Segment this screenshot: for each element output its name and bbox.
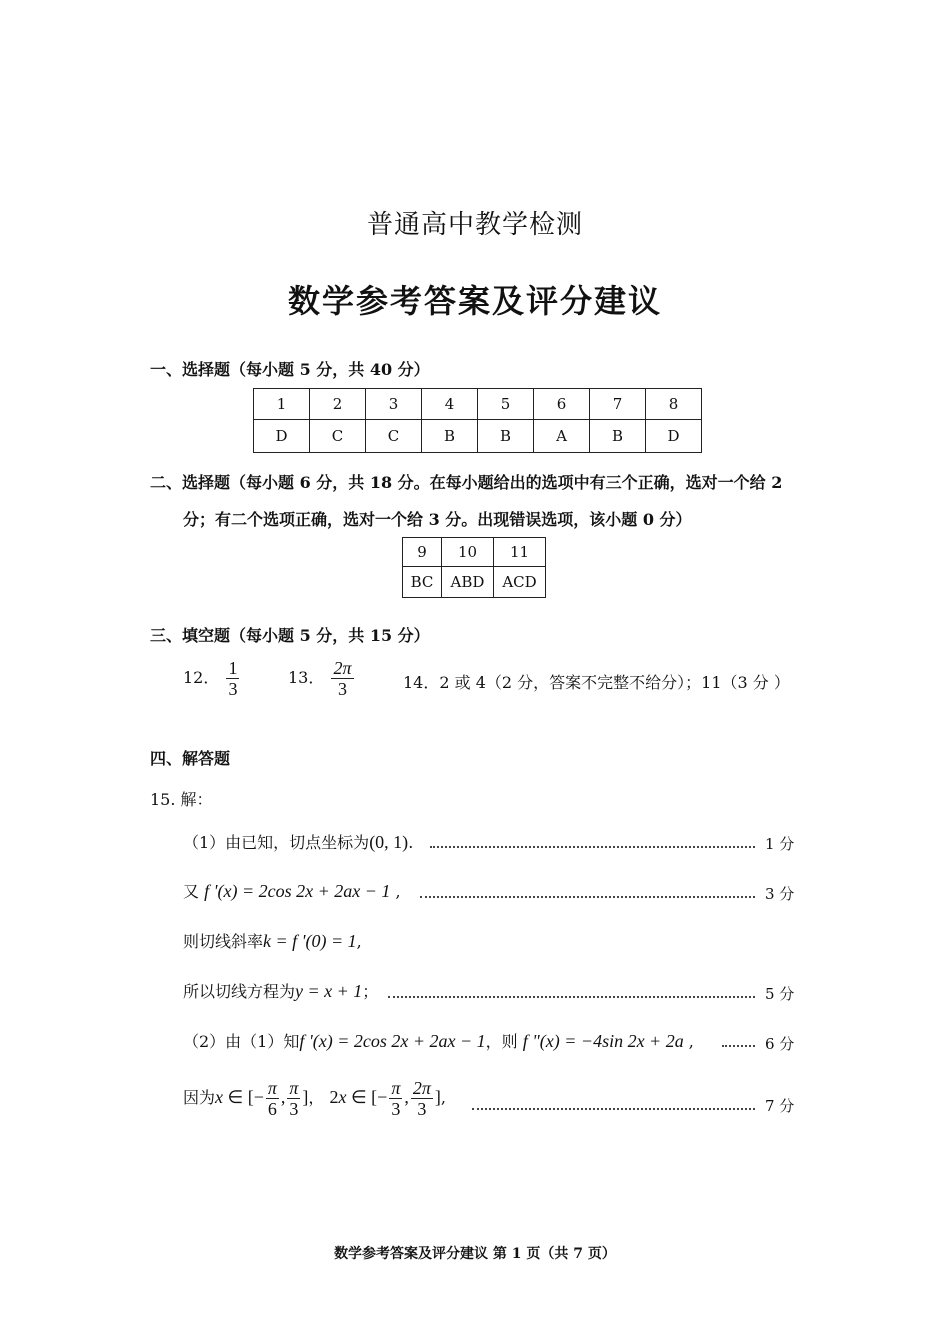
step-math: f "(x) = −4sin 2x + 2a — [522, 1031, 684, 1051]
section3-heading: 三、填空题（每小题 5 分，共 15 分） — [150, 626, 430, 645]
table-cell: ACD — [494, 567, 546, 598]
fraction-denominator: 3 — [228, 679, 238, 699]
table-cell: 8 — [646, 389, 702, 420]
fraction-numerator: 1 — [228, 658, 238, 678]
step-text: 因为 — [183, 1088, 216, 1107]
q13-fraction — [331, 658, 353, 699]
solution-step-3: 则切线斜率k = f '(0) = 1, — [183, 931, 362, 951]
table-row-answers — [254, 420, 702, 453]
fraction — [411, 1078, 433, 1119]
dot-leader — [420, 896, 755, 898]
q14-label: 14． — [403, 673, 440, 692]
step-text: （1）由已知，切点坐标为 — [183, 833, 370, 852]
dot-leader — [722, 1045, 755, 1047]
step-text: 又 — [183, 882, 200, 901]
table-cell: D — [646, 420, 702, 453]
table-cell: C — [310, 420, 366, 453]
section1-heading: 一、选择题（每小题 5 分，共 40 分） — [150, 360, 430, 379]
solution-step-2: 又 f '(x) = 2cos 2x + 2ax − 1 , — [183, 881, 401, 901]
fraction-numerator: 2π — [412, 1078, 431, 1098]
fraction-denominator: 3 — [417, 1099, 427, 1119]
solution-step-4: 所以切线方程为y = x + 1； — [183, 981, 379, 1001]
step-math: (0, 1) — [369, 832, 409, 852]
table-cell: ABD — [442, 567, 494, 598]
page-footer: 数学参考答案及评分建议 第 1 页（共 7 页） — [334, 1246, 616, 1262]
fraction-denominator: 6 — [267, 1099, 277, 1119]
step-math: x — [215, 1087, 224, 1107]
table-cell: 1 — [254, 389, 310, 420]
step-math: ] — [302, 1087, 309, 1107]
q12-label: 12． — [183, 668, 220, 687]
step-math: 2 — [329, 1087, 339, 1107]
step-math: ∈ [− — [223, 1087, 264, 1107]
fraction — [287, 1078, 300, 1119]
q14-text: 2 或 4（2 分，答案不完整不给分）；11（3 分 ） — [439, 673, 790, 692]
fraction-numerator: 2π — [333, 658, 352, 678]
q12-answer — [183, 658, 241, 699]
fraction-denominator: 3 — [289, 1099, 299, 1119]
section1-answer-table — [253, 388, 702, 453]
solution-step-6: 因为x ∈ [− $\frac{\pi}{6}$ , $\frac{\pi}{3}$ ]， 2x ∈ [− $\frac{\pi}{3}$ , $\frac{2\pi}{3}$ ], — [183, 1078, 446, 1119]
dot-leader — [472, 1108, 755, 1110]
step-score: 3 分 — [765, 885, 795, 903]
fraction-numerator: π — [267, 1078, 277, 1098]
q13-label: 13． — [288, 668, 325, 687]
step-math: x — [338, 1087, 347, 1107]
section2-heading-line2: 分；有二个选项正确，选对一个给 3 分。出现错误选项，该小题 0 分） — [183, 510, 692, 529]
table-cell: BC — [403, 567, 442, 598]
table-cell: A — [534, 420, 590, 453]
step-score: 1 分 — [765, 835, 795, 853]
fraction — [389, 1078, 402, 1119]
page-title: 数学参考答案及评分建议 — [287, 282, 662, 320]
step-math: , — [404, 1087, 409, 1107]
table-cell: 10 — [442, 538, 494, 567]
step-math: k = f '(0) = 1 — [263, 931, 357, 951]
section4-heading: 四、解答题 — [150, 749, 231, 768]
table-cell: 6 — [534, 389, 590, 420]
step-math: ] — [434, 1087, 441, 1107]
q14-answer — [403, 673, 790, 693]
table-cell: C — [366, 420, 422, 453]
step-text: ，则 — [485, 1032, 518, 1051]
table-cell: 4 — [422, 389, 478, 420]
table-cell: 9 — [403, 538, 442, 567]
dot-leader — [430, 846, 755, 848]
step-text: 所以切线方程为 — [183, 982, 296, 1001]
table-row-numbers — [254, 389, 702, 420]
table-cell: 3 — [366, 389, 422, 420]
fraction-numerator: π — [289, 1078, 299, 1098]
table-cell: 7 — [590, 389, 646, 420]
step-math: ∈ [− — [346, 1087, 388, 1107]
step-score: 7 分 — [765, 1097, 795, 1115]
step-math: f '(x) = 2cos 2x + 2ax − 1 — [204, 881, 391, 901]
step-text: 则切线斜率 — [183, 932, 264, 951]
exam-subtitle: 普通高中教学检测 — [366, 210, 583, 240]
step-score: 6 分 — [765, 1035, 795, 1053]
table-cell: D — [254, 420, 310, 453]
fraction-denominator: 3 — [337, 679, 347, 699]
solution-step-5: （2）由（1）知f '(x) = 2cos 2x + 2ax − 1，则 f "(x) = −4sin 2x + 2a , — [183, 1031, 694, 1051]
q12-fraction — [226, 658, 239, 699]
table-cell: B — [422, 420, 478, 453]
step-score: 5 分 — [765, 985, 795, 1003]
q13-answer — [288, 658, 356, 699]
table-cell: 11 — [494, 538, 546, 567]
table-row-answers — [403, 567, 546, 598]
step-math: f '(x) = 2cos 2x + 2ax − 1 — [299, 1031, 486, 1051]
section2-heading-line1: 二、选择题（每小题 6 分，共 18 分。在每小题给出的选项中有三个正确，选对一个给 2 — [150, 473, 783, 492]
table-cell: B — [590, 420, 646, 453]
fraction — [266, 1078, 279, 1119]
step-math: , — [280, 1087, 286, 1107]
dot-leader — [388, 996, 755, 998]
section2-answer-table — [402, 537, 546, 598]
step-text: （2）由（1）知 — [183, 1032, 300, 1051]
fraction-denominator: 3 — [391, 1099, 401, 1119]
table-cell: 5 — [478, 389, 534, 420]
q15-label: 15. 解： — [150, 790, 213, 809]
fraction-numerator: π — [391, 1078, 401, 1098]
step-math: y = x + 1 — [295, 981, 363, 1001]
table-row-numbers — [403, 538, 546, 567]
table-cell: 2 — [310, 389, 366, 420]
solution-step-1: （1）由已知，切点坐标为(0, 1). — [183, 832, 414, 852]
table-cell: B — [478, 420, 534, 453]
